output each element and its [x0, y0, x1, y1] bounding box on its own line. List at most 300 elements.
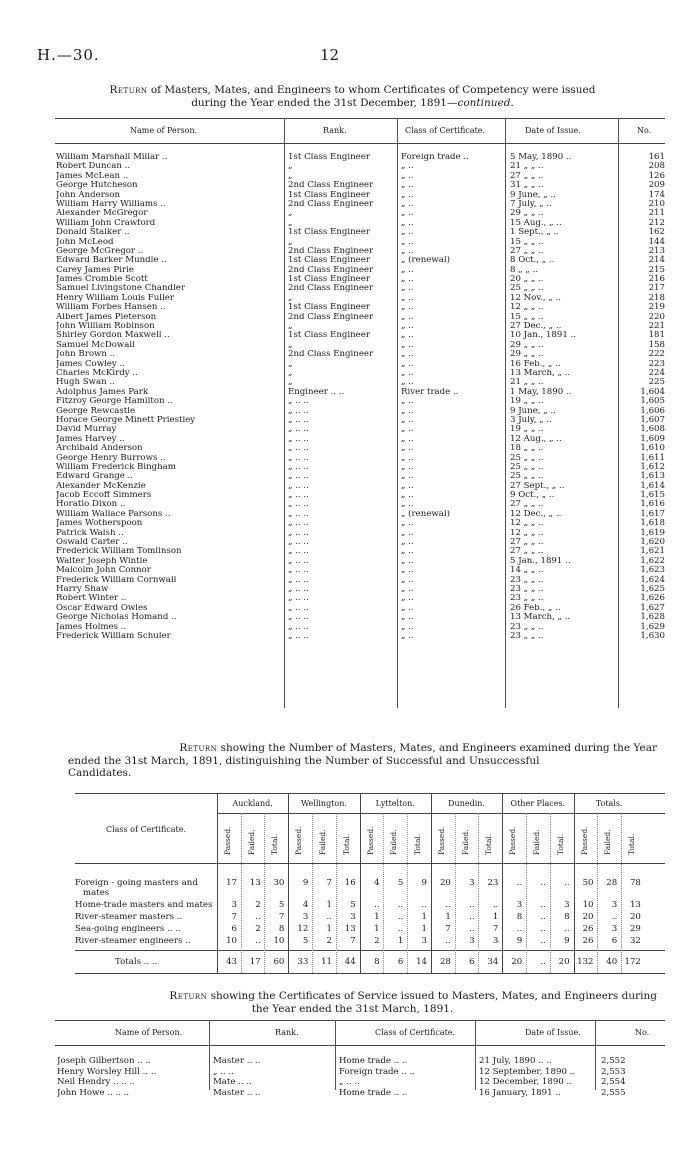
certificate-class: „ .. — [401, 631, 414, 641]
count-cell: 4 — [302, 900, 309, 910]
certificate-class: „ .. — [401, 246, 414, 256]
count-cell: .. — [540, 936, 546, 946]
count-cell: 29 — [629, 924, 641, 934]
date-of-issue: 18 „ „ .. — [510, 444, 544, 454]
table-rule — [75, 793, 665, 794]
certificate-class: „ .. — [401, 190, 414, 200]
table-row — [55, 491, 665, 500]
certificate-class: Home trade .. .. — [339, 1056, 408, 1066]
certificate-class: „ (renewal) — [401, 256, 450, 266]
date-of-issue: 8 „ „ .. — [510, 265, 539, 275]
count-cell: 3 — [564, 900, 570, 910]
table-row — [55, 566, 665, 575]
person-name: Edward Grange .. — [56, 472, 134, 482]
table-row — [75, 935, 665, 947]
count-cell: 7 — [326, 878, 332, 888]
person-name: Alexander McKenzie — [56, 481, 146, 491]
person-name: William Wallace Parsons .. — [56, 509, 171, 519]
certificate-class: „ .. — [401, 528, 414, 538]
total-cell: 6 — [469, 957, 475, 967]
page-reference: H.—30. — [37, 46, 100, 64]
certificate-number: 2,555 — [601, 1087, 626, 1098]
certificate-class: „ .. — [401, 575, 414, 585]
result-subheader: Failed. — [389, 829, 399, 855]
table-row — [55, 1067, 665, 1078]
count-cell: 13 — [249, 878, 261, 888]
person-name: William Harry Williams .. — [56, 199, 166, 209]
table-row — [55, 623, 665, 632]
header-rank: Rank. — [323, 126, 347, 135]
certificate-number: 1,626 — [640, 593, 665, 604]
table-row — [55, 454, 665, 463]
person-name: Donald Stalker .. — [56, 228, 130, 238]
date-of-issue: 3 July, „ .. — [510, 415, 552, 425]
date-of-issue: 9 Oct., „ .. — [510, 491, 555, 501]
person-name: Albert James Pieterson — [56, 312, 157, 322]
table-row — [55, 284, 665, 293]
count-cell: .. — [421, 900, 427, 910]
count-cell: 2 — [255, 900, 261, 910]
rank: 1st Class Engineer — [288, 331, 370, 341]
certificate-number: 210 — [648, 198, 665, 209]
rank: „ .. .. — [288, 575, 309, 585]
count-cell: .. — [492, 900, 499, 910]
count-cell: 3 — [611, 900, 618, 910]
certificate-number: 161 — [648, 152, 665, 162]
person-name: Adolphus James Park — [56, 387, 149, 397]
date-of-issue: 29 „ „ .. — [510, 209, 544, 219]
table-header — [55, 1020, 665, 1046]
count-cell: 2 — [374, 936, 380, 946]
person-name: James Crombie Scott — [56, 275, 148, 285]
person-name: James Holmes .. — [56, 622, 127, 632]
certificate-class: „ .. — [401, 415, 414, 425]
certificate-number: 1,616 — [640, 499, 665, 510]
rank: „ — [288, 293, 293, 303]
total-cell: 60 — [273, 957, 285, 967]
date-of-issue: 27 „ „ .. — [510, 538, 544, 548]
table-row — [55, 275, 665, 284]
total-cell: 14 — [416, 957, 427, 967]
person-name: John Anderson — [56, 190, 120, 200]
certificate-number: 174 — [648, 189, 665, 200]
count-cell: 3 — [469, 936, 475, 946]
table-row — [55, 153, 665, 162]
table-row — [75, 911, 665, 923]
certificate-class: „ .. — [401, 444, 414, 454]
count-cell: 1 — [326, 900, 332, 910]
date-of-issue: 12 December, 1890 .. — [479, 1077, 572, 1087]
count-cell: 13 — [629, 900, 641, 910]
table-row — [55, 172, 665, 181]
totals-row — [75, 956, 665, 968]
rank: „ — [288, 368, 293, 378]
table-row — [55, 594, 665, 603]
date-of-issue: 27 „ „ .. — [510, 171, 544, 181]
table-row — [55, 500, 665, 509]
count-cell: 1 — [445, 912, 451, 922]
result-subheader: Failed. — [531, 829, 541, 855]
table-row — [55, 576, 665, 585]
person-name: William Forbes Hansen .. — [56, 303, 166, 313]
count-cell: .. — [397, 924, 404, 934]
count-cell: 6 — [231, 924, 237, 934]
certificates-of-competency-table — [55, 118, 665, 641]
rank: „ — [288, 209, 293, 219]
total-cell: 132 — [577, 957, 594, 967]
person-name: William Frederick Bingham — [56, 462, 176, 472]
person-name: Edward Barker Mundle .. — [56, 256, 167, 266]
count-cell: 23 — [487, 878, 499, 888]
certificate-class: „ .. — [401, 171, 414, 181]
rank: „ .. .. — [288, 425, 309, 435]
person-name: Jacob Eccoff Simmers — [56, 491, 152, 501]
rank: „ .. .. — [288, 631, 309, 641]
table-row — [55, 585, 665, 594]
date-of-issue: 19 „ „ .. — [510, 425, 544, 435]
certificate-number: 217 — [648, 283, 665, 294]
person-name: Robert Duncan .. — [56, 162, 131, 172]
date-of-issue: 26 Feb., „ .. — [510, 603, 561, 613]
result-subheader: Passed. — [365, 826, 375, 855]
total-cell: .. — [540, 957, 546, 967]
certificate-number: 126 — [648, 170, 665, 181]
count-cell: 10 — [582, 900, 594, 910]
rank: „ .. .. — [288, 434, 309, 444]
result-subheader: Failed. — [460, 829, 470, 855]
certificate-number: 2,552 — [601, 1056, 626, 1066]
total-cell: 33 — [297, 957, 309, 967]
date-of-issue: 25 „ „ .. — [510, 453, 544, 463]
count-cell: 2 — [326, 936, 332, 946]
date-of-issue: 12 „ „ .. — [510, 519, 544, 529]
rank: „ .. .. — [288, 491, 309, 501]
certificate-number: 1,628 — [640, 612, 665, 623]
person-name: John McLeod — [56, 237, 114, 247]
table-body — [55, 153, 665, 641]
date-of-issue: 1 Sept., „ .. — [510, 228, 559, 238]
certificate-class: „ .. — [401, 218, 414, 228]
table-row — [55, 519, 665, 528]
rank: „ — [288, 359, 293, 369]
date-of-issue: 23 „ „ .. — [510, 594, 544, 604]
date-of-issue: 15 Aug., „ .. — [510, 218, 562, 228]
table-row — [55, 1088, 665, 1099]
title-line: showing the Certificates of Service issued to Masters, Mates, and Engineers during — [210, 990, 657, 1002]
certificate-number: 1,606 — [640, 405, 665, 416]
rank: „ — [288, 218, 293, 228]
rank: „ .. .. — [288, 462, 309, 472]
count-cell: .. — [611, 912, 618, 922]
table-rule — [75, 863, 665, 864]
header-no: No. — [637, 126, 652, 135]
certificate-class: „ .. .. — [339, 1077, 360, 1087]
count-cell: 2 — [255, 924, 261, 934]
rank: „ .. .. — [288, 594, 309, 604]
rank: „ .. .. — [288, 547, 309, 557]
certificate-number: 2,554 — [601, 1077, 626, 1087]
rank: 2nd Class Engineer — [288, 265, 374, 275]
rank: 1st Class Engineer — [288, 303, 370, 313]
certificate-number: 2,553 — [601, 1066, 626, 1077]
total-cell: 28 — [439, 957, 451, 967]
person-name: Archibald Anderson — [56, 444, 143, 454]
total-cell: 20 — [558, 957, 570, 967]
region-header: Wellington. — [300, 799, 347, 808]
table-row — [55, 416, 665, 425]
certificate-class: „ .. — [401, 397, 414, 407]
rank: 2nd Class Engineer — [288, 350, 374, 360]
rank: „ .. .. — [288, 500, 309, 510]
title-line: showing the Number of Masters, Mates, and Engineers examined during the Year — [220, 742, 657, 754]
rank: 2nd Class Engineer — [288, 284, 374, 294]
rank: „ — [288, 378, 293, 388]
header-name: Name of Person. — [130, 126, 198, 135]
certificate-number: 1,625 — [640, 583, 665, 594]
count-cell: 3 — [492, 936, 499, 946]
header-no: No. — [635, 1028, 650, 1037]
date-of-issue: 29 „ „ .. — [510, 340, 544, 350]
person-name: Samuel Livingstone Chandler — [56, 284, 185, 294]
certificate-class: „ .. — [401, 368, 414, 378]
table-header — [55, 118, 665, 144]
rank: 1st Class Engineer — [288, 228, 370, 238]
date-of-issue: 19 „ „ .. — [510, 397, 544, 407]
date-of-issue: 20 „ „ .. — [510, 275, 544, 285]
count-cell: .. — [469, 924, 475, 934]
table-row — [55, 632, 665, 641]
count-cell: 10 — [226, 936, 237, 946]
count-cell: 8 — [564, 912, 570, 922]
count-cell: 20 — [629, 912, 641, 922]
rank: „ .. .. — [288, 622, 309, 632]
total-cell: 43 — [226, 957, 237, 967]
result-subheader: Failed. — [603, 829, 613, 855]
certificate-number: 212 — [648, 217, 665, 228]
count-cell: 4 — [374, 878, 380, 888]
person-name: Joseph Gilbertson .. .. — [57, 1056, 151, 1066]
person-name: Shirley Gordon Maxwell .. — [56, 331, 170, 341]
person-name: David Murray — [56, 425, 117, 435]
date-of-issue: 10 Jan., 1891 .. — [510, 331, 577, 341]
certificate-class: „ .. — [401, 237, 414, 247]
table-row — [55, 378, 665, 387]
certificate-number: 1,607 — [640, 414, 665, 425]
certificate-class: „ (renewal) — [401, 509, 450, 519]
certificate-number: 1,630 — [640, 630, 665, 641]
rank: 2nd Class Engineer — [288, 181, 374, 191]
rank: „ — [288, 171, 293, 181]
certificate-class: „ .. — [401, 340, 414, 350]
certificate-class: River-steamer engineers .. — [75, 936, 191, 946]
rank: „ .. .. — [288, 415, 309, 425]
certificate-number: 1,618 — [640, 518, 665, 529]
certificate-number: 208 — [648, 161, 665, 172]
total-cell: 11 — [321, 957, 332, 967]
count-cell: .. — [397, 900, 404, 910]
person-name: Carey James Pirie — [56, 265, 134, 275]
count-cell: 1 — [397, 936, 404, 946]
count-cell: .. — [469, 900, 475, 910]
certificate-number: 220 — [648, 311, 665, 322]
rank: Mate .. .. — [213, 1077, 252, 1087]
person-name: Henry Worsley Hill .. .. — [57, 1066, 157, 1077]
date-of-issue: 16 Feb., „ .. — [510, 359, 561, 369]
count-cell: .. — [255, 936, 261, 946]
person-name: Fitzroy George Hamilton .. — [56, 397, 173, 407]
person-name: George Henry Burrows .. — [56, 453, 166, 463]
date-of-issue: 25 „ „ .. — [510, 462, 544, 472]
certificate-number: 1,623 — [640, 565, 665, 576]
count-cell: .. — [326, 912, 332, 922]
region-header: Other Places. — [510, 799, 566, 808]
certificate-class: „ .. — [401, 434, 414, 444]
certificate-class: „ .. — [401, 613, 414, 623]
count-cell: 1 — [421, 924, 427, 934]
table-rule — [75, 950, 665, 951]
certificate-class: „ .. — [401, 622, 414, 632]
count-cell: 5 — [302, 936, 309, 946]
certificate-number: 1,627 — [640, 602, 665, 613]
certificate-class: „ .. — [401, 425, 414, 435]
certificate-class: „ .. — [401, 472, 414, 482]
total-cell: 40 — [606, 957, 618, 967]
date-of-issue: 21 „ „ .. — [510, 162, 544, 172]
count-cell: 7 — [278, 912, 285, 922]
count-cell: 3 — [516, 900, 523, 910]
count-cell: 78 — [629, 878, 641, 888]
certificate-number: 1,617 — [640, 508, 665, 519]
count-cell: 16 — [344, 878, 356, 888]
title-line: Candidates. — [68, 767, 132, 779]
table-row — [55, 181, 665, 190]
certificate-class: „ .. — [401, 603, 414, 613]
count-cell: 20 — [439, 878, 451, 888]
table-row — [55, 294, 665, 303]
certificate-number: 158 — [648, 339, 665, 350]
table-row — [55, 510, 665, 519]
certificate-number: 1,615 — [640, 490, 665, 501]
certificate-number: 1,614 — [640, 480, 665, 491]
table-row — [55, 472, 665, 481]
rank: „ .. .. — [213, 1066, 234, 1077]
person-name: Frederick William Cornwall — [56, 575, 177, 585]
person-name: Harry Shaw — [56, 584, 109, 594]
person-name: John William Robinson — [56, 322, 155, 332]
certificate-number: 162 — [648, 227, 665, 238]
person-name: Frederick William Tomlinson — [56, 547, 182, 557]
date-of-issue: 14 „ „ .. — [510, 566, 544, 576]
table-row — [55, 1077, 665, 1088]
person-name: James Wotherspoon — [56, 519, 143, 529]
date-of-issue: 12 Dec., „ .. — [510, 509, 562, 519]
person-name: Robert Winter .. — [56, 594, 127, 604]
certificate-class: „ .. — [401, 303, 414, 313]
count-cell: 1 — [326, 924, 332, 934]
person-name: Malcolm John Connor — [56, 566, 151, 576]
count-cell: 1 — [374, 924, 380, 934]
table-row — [75, 923, 665, 935]
certificate-number: 1,629 — [640, 621, 665, 632]
certificate-number: 211 — [648, 208, 665, 219]
table-row — [55, 238, 665, 247]
certificate-class: „ .. — [401, 359, 414, 369]
date-of-issue: 27 „ „ .. — [510, 547, 544, 557]
count-cell: 8 — [516, 912, 523, 922]
certificate-class: Home trade .. .. — [339, 1087, 408, 1098]
person-name: Oscar Edward Owles — [56, 603, 148, 613]
person-name: Patrick Walsh .. — [56, 528, 124, 538]
count-cell: .. — [540, 878, 546, 888]
certificate-class: „ .. — [401, 265, 414, 275]
certificate-number: 1,612 — [640, 461, 665, 472]
count-cell: 5 — [397, 878, 404, 888]
rank: „ .. .. — [288, 528, 309, 538]
table-row-continuation — [75, 887, 665, 899]
date-of-issue: 12 Aug., „ .. — [510, 434, 562, 444]
total-cell: 44 — [344, 957, 356, 967]
certificate-number: 1,624 — [640, 574, 665, 585]
count-cell: 3 — [350, 912, 356, 922]
title-line: ended the 31st March, 1891, distinguishing the Number of Successful and Unsuccessful — [68, 754, 540, 767]
table-row — [55, 162, 665, 171]
table-row — [55, 228, 665, 237]
count-cell: 13 — [344, 924, 356, 934]
date-of-issue: 12 „ „ .. — [510, 303, 544, 313]
rank: „ .. .. — [288, 481, 309, 491]
certificate-class: „ .. — [401, 284, 414, 294]
count-cell: 17 — [226, 878, 237, 888]
result-subheader: Total. — [413, 833, 422, 855]
table-row — [55, 331, 665, 340]
count-cell: 6 — [611, 936, 618, 946]
count-cell: 5 — [350, 900, 356, 910]
date-of-issue: 8 Oct., „ .. — [510, 256, 555, 266]
rank: 1st Class Engineer — [288, 256, 370, 266]
total-cell: 6 — [397, 957, 404, 967]
certificate-class: „ .. — [401, 181, 414, 191]
count-cell: 3 — [421, 936, 427, 946]
certificate-number: 144 — [648, 236, 665, 247]
count-cell: .. — [445, 900, 451, 910]
count-cell: .. — [516, 924, 523, 934]
certificate-number: 1,604 — [640, 386, 665, 397]
certificate-number: 214 — [648, 255, 665, 266]
result-subheader: Total. — [341, 833, 351, 855]
table-row — [55, 613, 665, 622]
rank: Master .. .. — [213, 1056, 261, 1066]
count-cell: .. — [540, 900, 546, 910]
rank: „ .. .. — [288, 397, 309, 407]
table-row — [75, 899, 665, 911]
table-row — [55, 219, 665, 228]
rank: „ .. .. — [288, 603, 309, 613]
date-of-issue: 21 July, 1890 .. .. — [479, 1056, 552, 1066]
person-name: Neil Hendry .. .. .. — [57, 1077, 135, 1087]
count-cell: 3 — [469, 878, 475, 888]
table-row — [55, 313, 665, 322]
rank: „ — [288, 237, 293, 247]
certificate-class: „ .. — [401, 584, 414, 594]
table-row — [55, 341, 665, 350]
result-subheader: Failed. — [246, 829, 256, 855]
person-name: Horatio Dixon .. — [56, 500, 126, 510]
table-row — [55, 360, 665, 369]
certificate-class: „ .. — [401, 547, 414, 557]
table-row — [55, 209, 665, 218]
count-cell: 20 — [582, 912, 594, 922]
count-cell: 7 — [231, 912, 237, 922]
